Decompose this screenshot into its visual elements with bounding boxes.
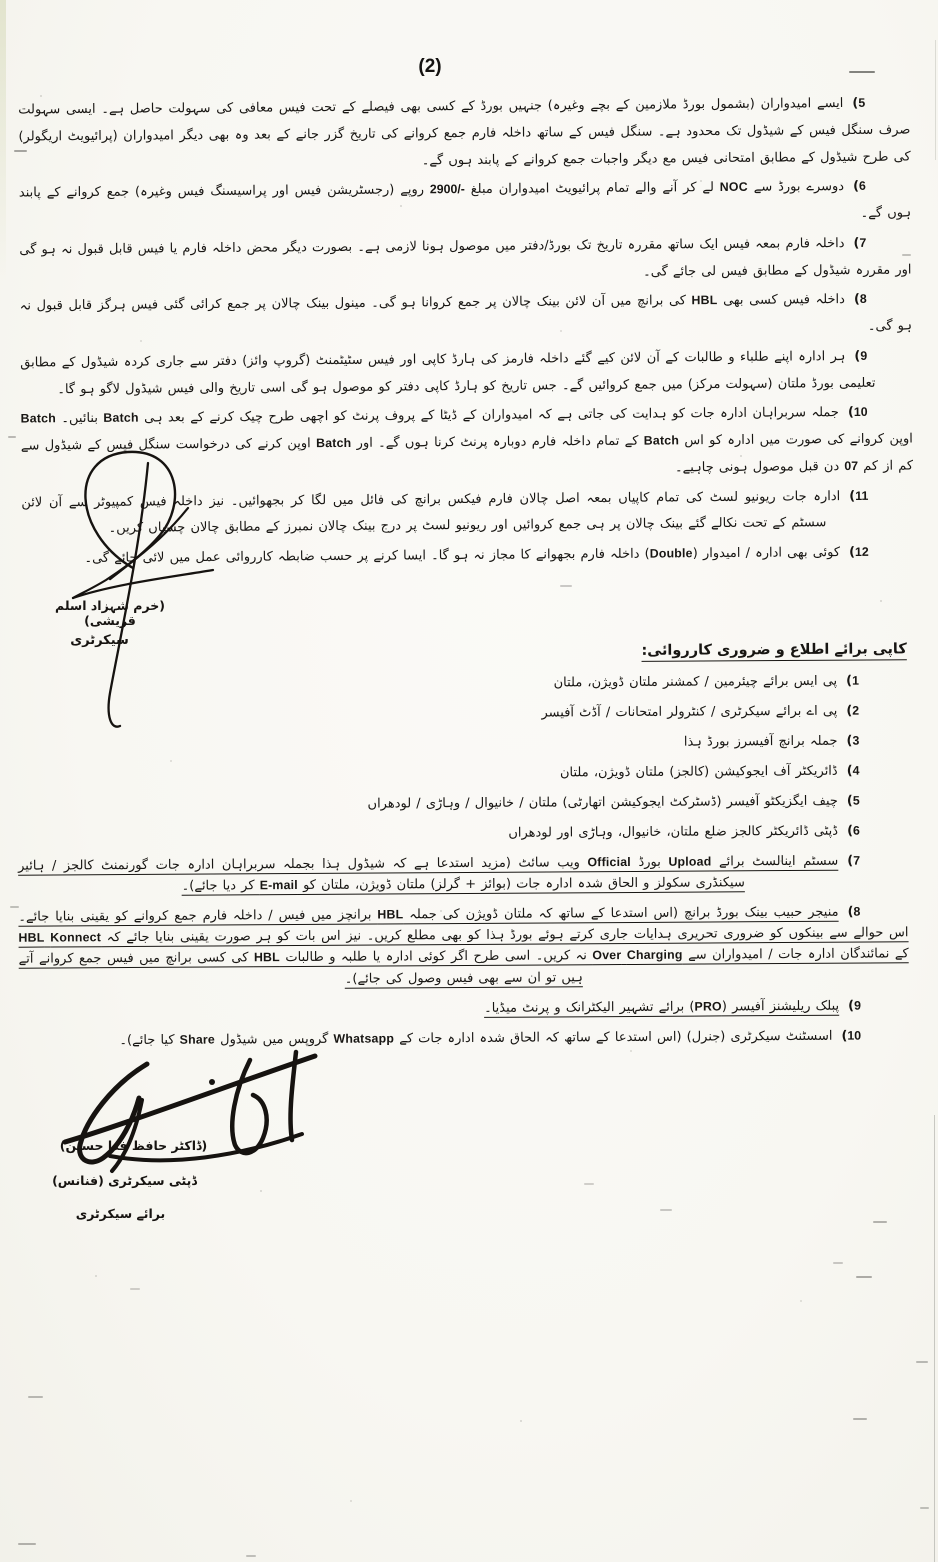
scan-artifact [10, 906, 19, 908]
scan-artifact [849, 71, 875, 73]
notice-item-8 [20, 287, 912, 348]
notice-item-7 [19, 230, 911, 291]
item-text: ادارہ جات ریونیو لسٹ کی تمام کاپیاں بمعہ اصل چالان فارم فیکس برانچ کی فائل میں لگا کر بجھوائیں۔ نیز داخلہ فیس کمپیوٹر سے آن لائن سسٹم کے تحت نکالے گئے بینک چالان پر ہی جمع کروائیں اور ریونیو لسٹ پر درج بینک چالان نمبرز کے مطابق چالان چسپاں کریں۔ [21, 488, 841, 537]
scan-artifact [246, 1555, 256, 1557]
notice-item-9 [20, 343, 912, 404]
item-number: 5) [852, 95, 866, 111]
item-number: 12) [848, 545, 869, 561]
item-text: منیجر حبیب بینک بورڈ برانچ (اس استدعا کے ساتھ کہ ملتان ڈویژن کی جملہ HBL برانچز میں فیس / داخلہ فارم جمع کروانے کو یقینی بنایا جائے۔ اس حوالے سے بینکوں کو ضروری تحریری ہدایات جاری کرتے ہوئے بورڈ ہذا کو بھی مطلع کریں۔ نیز اس بات کو ہر صورت یقینی بنایا جائے کہ HBL Konnect کے نمائندگان ادارہ جات / امیدواران سے Over Charging نہ کریں۔ اسی طرح اگر کوئی ادارہ یا طلبہ و طالبات HBL کی کسی برانچ میں فیس جمع کروانے آتے ہیں تو ان سے بھی فیس وصول کی جائے)۔ [18, 905, 909, 987]
copy-item-9 [19, 995, 909, 1021]
item-text: اسسٹنٹ سیکرٹری (جنرل) (اس استدعا کے ساتھ کہ الحاق شدہ ادارہ جات کے Whatsapp گروپس میں شیڈول Share کیا جائے)۔ [119, 1028, 833, 1048]
item-number: 2) [846, 703, 860, 719]
item-text: چیف ایگزیکٹو آفیسر (ڈسٹرکٹ ایجوکیشن اتھارٹی) ملتان / خانیوال / وہاڑی / لودھراں [367, 793, 838, 812]
item-text: پبلک ریلیشنز آفیسر (PRO) برائے تشہیر الیکٹرانک و پرنٹ میڈیا۔ [484, 998, 840, 1016]
deputy-secretary-for-line: برائے سیکرٹری [75, 1206, 166, 1221]
copy-item-1 [17, 670, 907, 696]
item-number: 7) [847, 853, 861, 869]
scan-edge-line [934, 1115, 935, 1562]
item-number: 1) [846, 673, 860, 689]
item-number: 8) [847, 904, 861, 921]
copy-item-3 [17, 730, 907, 756]
scan-artifact [920, 1507, 929, 1509]
copy-item-4 [17, 760, 907, 786]
item-text: داخلہ فارم بمعہ فیس ایک ساتھ مقررہ تاریخ تک بورڈ/دفتر میں موصول ہونا لازمی ہے۔ بصورت دیگر محض داخلہ فارم یا فیس قابل قبول نہ ہو گی اور مقررہ شیڈول کے مطابق فیس لی جائے گی۔ [19, 235, 912, 280]
notice-item-5 [18, 91, 911, 178]
item-text: کوئی بھی ادارہ / امیدوار (Double) داخلہ فارم بجھوانے کا مجاز نہ ہو گا۔ ایسا کرنے پر حسب ضابطہ کارروائی عمل میں لائی جائے گی۔ [84, 545, 841, 567]
deputy-secretary-title: ڈپٹی سیکرٹری (فنانس) [52, 1173, 197, 1188]
scan-artifact [833, 1262, 843, 1264]
scan-artifact [18, 1543, 36, 1545]
item-number: 9) [854, 348, 868, 364]
notice-item-11 [21, 483, 913, 544]
scan-artifact [8, 436, 16, 438]
item-number: 6) [847, 823, 860, 839]
item-number: 9) [848, 998, 862, 1014]
scan-artifact [28, 1396, 43, 1398]
notice-item-10 [21, 400, 914, 487]
copy-item-5 [18, 790, 908, 816]
item-number: 8) [853, 292, 867, 308]
item-text: ڈائریکٹر آف ایجوکیشن (کالجز) ملتان ڈویژن، ملتان [559, 763, 838, 781]
notice-items-list [18, 91, 914, 577]
scan-edge-line [935, 40, 936, 160]
item-number: 7) [853, 235, 867, 251]
item-text: پی ایس برائے چیئرمین / کمشنر ملتان ڈویژن، ملتان [553, 673, 838, 691]
copy-item-6 [18, 821, 908, 847]
item-number: 3) [846, 733, 860, 749]
notice-item-12 [22, 540, 914, 574]
item-number: 4) [846, 763, 860, 779]
item-number: 11) [849, 488, 869, 504]
scan-artifact [14, 150, 27, 152]
copy-item-7 [18, 851, 908, 899]
deputy-secretary-name: (ڈاکٹر حافظ فدا حسین) [59, 1138, 208, 1153]
copy-item-2 [17, 700, 907, 726]
notice-item-6 [19, 174, 911, 235]
scan-edge-tint [0, 0, 6, 280]
scan-artifact [584, 1183, 594, 1185]
scan-artifact [130, 1288, 140, 1290]
copy-item-8 [18, 902, 908, 992]
secretary-title: سیکرٹری [70, 633, 129, 648]
item-number: 10) [847, 405, 868, 421]
copy-heading-row [17, 638, 907, 675]
item-text: داخلہ فیس کسی بھی HBL کی برانچ میں آن لائن بینک چالان پر جمع کروانا ہو گی۔ مینول بینک چالان پر جمع کرائی گئی فیس ہرگز قابل قبول نہ ہو گی۔ [19, 292, 913, 334]
item-text: ہر ادارہ اپنے طلباء و طالبات کے آن لائن کیے گئے داخلہ فارمز کی ہارڈ کاپی اور فیس سٹیٹمنٹ (گروپ وائز) دفتر سے جاری کردہ شیڈول کے مطابق تعلیمی بورڈ ملتان (سہولت مرکز) میں جمع کروائیں گے۔ جس تاریخ کو ہارڈ کاپی دفتر کو موصول ہو گی اسی تاریخ والی فیس شیڈول لاگو ہو گا۔ [20, 348, 876, 397]
item-text: سسٹم اینالسٹ برائے Upload بورڈ Official ویب سائٹ (مزید استدعا ہے کہ شیڈول ہذا بجملہ سربراہان ادارہ جات گورنمنٹ کالجز / ہائیر سیکنڈری سکولز و الحاق شدہ ادارہ جات (بوائز + گرلز) ملتان ڈویژن، ملتان کو E-mail کر دیا جائے)۔ [18, 853, 839, 895]
item-number: 10) [841, 1028, 862, 1044]
scan-artifact [902, 254, 911, 256]
scan-artifact [660, 1209, 672, 1211]
scan-artifact [560, 585, 572, 587]
copy-section-heading: کاپی برائے اطلاع و ضروری کارروائی: [641, 641, 907, 659]
item-number: 5) [846, 793, 860, 809]
secretary-name: (خرم شہزاد اسلم قریشی) [55, 598, 165, 628]
item-number: 6) [853, 179, 866, 195]
scan-artifact [873, 1221, 887, 1223]
page-number: (2) [418, 56, 442, 77]
item-text: جملہ سربراہان ادارہ جات کو ہدایت کی جاتی ہے کہ امیدواران کے ڈیٹا کے پروف پرنٹ کو اچھی طرح چیک کرنے کے بعد ہی Batch بنائیں۔ Batch اوپن کروانے کی صورت میں ادارہ کو اس Batch کے تمام داخلہ فارم دوبارہ پرنٹ کرنا ہوں گے۔ اور Batch اوپن کرنے کی درخواست سنگل فیس کے شیڈول سے کم از کم 07 دن قبل موصول ہونی چاہیے۔ [20, 405, 914, 476]
item-text: دوسرے بورڈ سے NOC لے کر آنے والے تمام پرائیویٹ امیدواران مبلغ 2900/- روپے (رجسٹریشن فیس اور پراسیسنگ فیس وغیرہ) جمع کروانے کے پابند ہوں گے۔ [18, 179, 912, 221]
copy-section [17, 638, 910, 1060]
item-text: پی اے برائے سیکرٹری / کنٹرولر امتحانات / آڈٹ آفیسر [541, 703, 838, 721]
scan-artifact [916, 1361, 928, 1363]
copy-item-10 [19, 1025, 909, 1051]
item-text: ایسے امیدواران (بشمول بورڈ ملازمین کے بچے وغیرہ) جنہیں بورڈ کے کسی بھی فیصلے کے تحت فیس معافی کی سہولت حاصل ہے۔ ایسی سہولت صرف سنگل فیس کے شیڈول تک محدود ہے۔ سنگل فیس کے ساتھ داخلہ فارم جمع کروانے کی تاریخ گزر جانے کے بعد وہ بھی دیگر امیدواران (پرائیویٹ اریگولر) کی طرح شیڈول کے مطابق امتحانی فیس مع دیگر واجبات جمع کروانے کے پابند ہوں گے۔ [18, 96, 911, 168]
scan-artifact [856, 1276, 872, 1278]
item-text: جملہ برانچ آفیسرز بورڈ ہذا [683, 733, 838, 750]
scan-artifact [853, 1418, 867, 1420]
item-text: ڈپٹی ڈائریکٹر کالجز ضلع ملتان، خانیوال، وہاڑی اور لودھراں [508, 823, 839, 841]
